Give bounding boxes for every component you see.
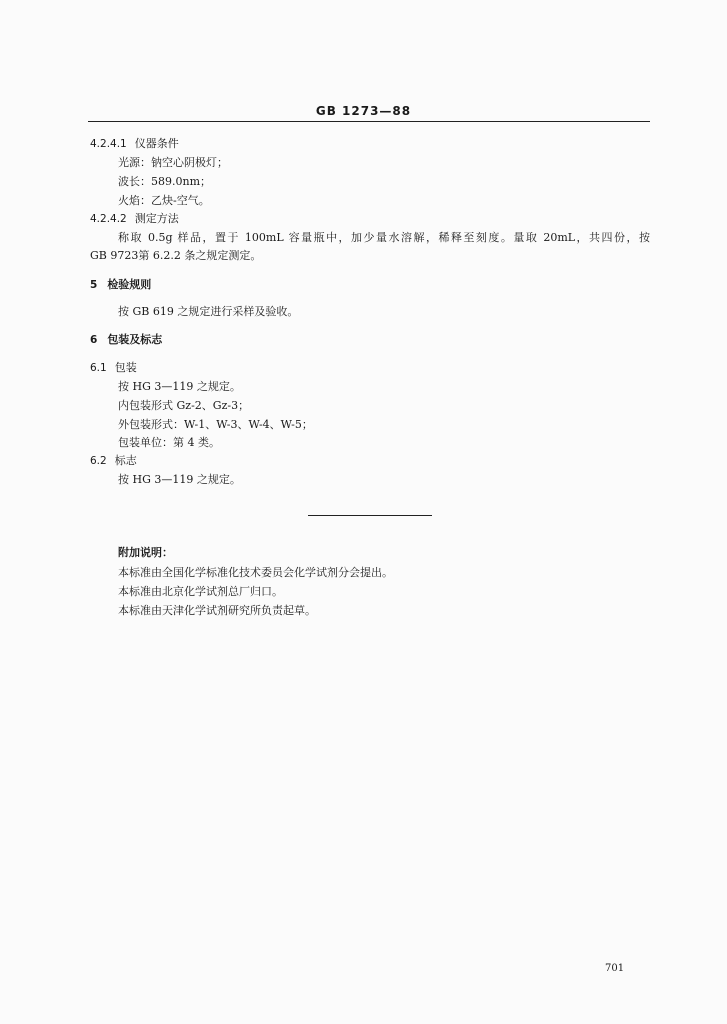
section-title: 标志 xyxy=(114,454,137,467)
appendix-line: 本标准由天津化学试剂研究所负责起草。 xyxy=(118,604,316,617)
section-number: 6.2 xyxy=(90,455,107,467)
section-number: 4.2.4.2 xyxy=(90,213,127,225)
instrument-wavelength: 波长：589.0nm； xyxy=(118,175,212,188)
marking-text: 按 HG 3—119 之规定。 xyxy=(118,473,241,486)
section-number: 4.2.4.1 xyxy=(90,138,127,150)
section-title: 检验规则 xyxy=(107,278,152,291)
packaging-standard: 按 HG 3—119 之规定。 xyxy=(118,380,241,393)
section-5-heading xyxy=(90,278,151,292)
section-6-2-heading xyxy=(90,454,137,468)
instrument-flame: 火焰：乙炔-空气。 xyxy=(118,194,210,207)
appendix-heading: 附加说明： xyxy=(118,546,173,559)
section-number: 5 xyxy=(90,279,98,291)
section-title: 测定方法 xyxy=(134,212,179,225)
section-6-heading xyxy=(90,333,162,347)
section-title: 包装 xyxy=(114,361,137,374)
packaging-unit: 包装单位：第 4 类。 xyxy=(118,436,220,449)
instrument-light-source: 光源：钠空心阴极灯； xyxy=(118,156,228,169)
inner-packaging: 内包装形式 Gz-2、Gz-3； xyxy=(118,399,250,412)
method-paragraph-line-2: GB 9723第 6.2.2 条之规定测定。 xyxy=(90,249,262,262)
section-title: 仪器条件 xyxy=(134,137,179,150)
standard-code-header: GB 1273—88 xyxy=(315,104,412,118)
section-number: 6 xyxy=(90,334,98,346)
method-paragraph-line-1: 称取 0.5g 样品，置于 100mL 容量瓶中，加少量水溶解，稀释至刻度。量取 20mL，共四份，按 xyxy=(118,231,650,244)
section-title: 包装及标志 xyxy=(107,333,163,346)
inspection-rule-text: 按 GB 619 之规定进行采样及验收。 xyxy=(118,305,299,318)
page-number: 701 xyxy=(605,963,625,974)
appendix-line: 本标准由全国化学标准化技术委员会化学试剂分会提出。 xyxy=(118,566,393,579)
end-of-text-rule xyxy=(308,515,432,516)
section-4-2-4-2-heading xyxy=(90,212,179,226)
section-number: 6.1 xyxy=(90,362,107,374)
header-rule xyxy=(88,121,650,122)
section-6-1-heading xyxy=(90,361,137,375)
outer-packaging: 外包装形式：W-1、W-3、W-4、W-5； xyxy=(118,418,313,431)
appendix-line: 本标准由北京化学试剂总厂归口。 xyxy=(118,585,283,598)
section-4-2-4-1-heading xyxy=(90,137,179,151)
